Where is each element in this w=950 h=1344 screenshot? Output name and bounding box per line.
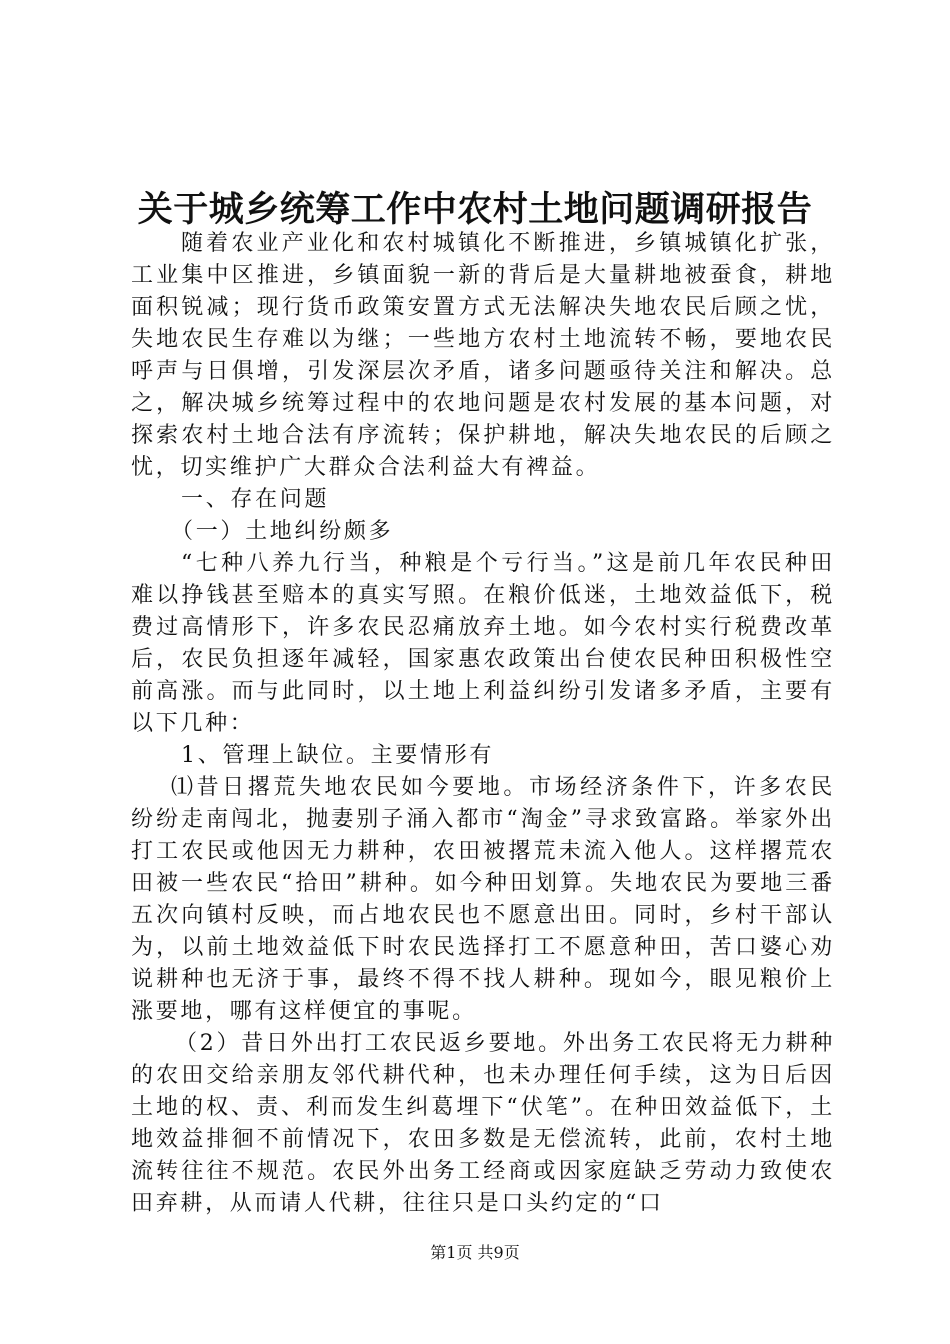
paragraph-item-1: ⑴昔日撂荒失地农民如今要地。市场经济条件下，许多农民纷纷走南闯北，抛妻别子涌入都市“淘金”寻求致富路。举家外出打工农民或他因无力耕种，农田被撂荒未流入他人。这样撂荒农田被一些农民“拾田”耕种。如今种田划算。失地农民为要地三番五次向镇村反映，而占地农民也不愿意出田。同时，乡村干部认为，以前土地效益低下时农民选择打工不愿意种田，苦口婆心劝说耕种也无济于事，最终不得不找人耕种。现如今，眼见粮价上涨要地，哪有这样便宜的事呢。 — [131, 775, 835, 1024]
document-body — [131, 228, 835, 1220]
subsection-heading: （一）土地纠纷颇多 — [171, 519, 394, 544]
page-number: 第1页 共9页 — [430, 1243, 520, 1262]
section-heading: 一、存在问题 — [181, 487, 330, 512]
paragraph-body: “七种八养九行当，种粮是个亏行当。”这是前几年农民种田难以挣钱甚至赔本的真实写照。在粮价低迷，土地效益低下，税费过高情形下，许多农民忍痛放弃土地。如今农村实行税费改革后，农民负担逐年减轻，国家惠农政策出台使农民种田积极性空前高涨。而与此同时，以土地上利益纠纷引发诸多矛盾，主要有以下几种： — [131, 551, 835, 736]
paragraph-intro: 随着农业产业化和农村城镇化不断推进，乡镇城镇化扩张，工业集中区推进，乡镇面貌一新的背后是大量耕地被蚕食，耕地面积锐减；现行货币政策安置方式无法解决失地农民后顾之忧，失地农民生存难以为继；一些地方农村土地流转不畅，要地农民呼声与日俱增，引发深层次矛盾，诸多问题亟待关注和解决。总之，解决城乡统筹过程中的农地问题是农村发展的基本问题，对探索农村土地合法有序流转；保护耕地，解决失地农民的后顾之忧，切实维护广大群众合法利益大有裨益。 — [131, 231, 835, 480]
item-heading: 1、管理上缺位。主要情形有 — [181, 743, 495, 768]
document-title: 关于城乡统筹工作中农村土地问题调研报告 — [137, 189, 813, 230]
paragraph-item-2: （2）昔日外出打工农民返乡要地。外出务工农民将无力耕种的农田交给亲朋友邻代耕代种，也未办理任何手续，这为日后因土地的权、责、利而发生纠葛埋下“伏笔”。在种田效益低下，土地效益排徊不前情况下，农田多数是无偿流转，此前，农村土地流转往往不规范。农民外出务工经商或因家庭缺乏劳动力致使农田弃耕，从而请人代耕，往往只是口头约定的“口 — [131, 1031, 835, 1216]
